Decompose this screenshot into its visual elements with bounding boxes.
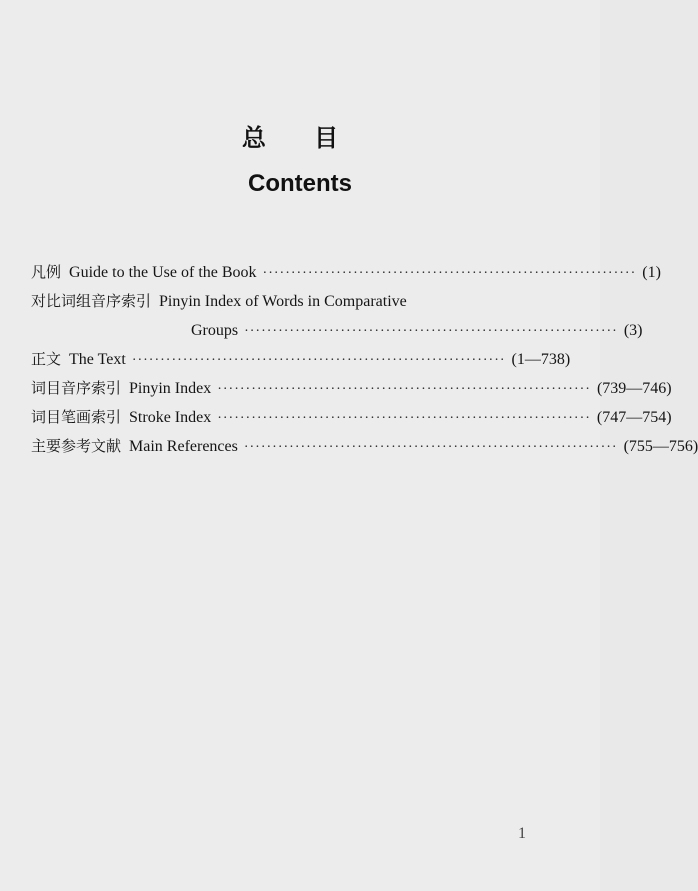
toc-row-stroke-index[interactable] (31, 403, 672, 432)
toc-label-en: Pinyin Index of Words in Comparative (159, 293, 407, 310)
toc-row-pinyin-index[interactable] (31, 374, 672, 403)
toc-label-cn: 正文 (31, 350, 62, 368)
toc-page: (1) (642, 264, 661, 281)
leader-dots: ·································································· (131, 353, 506, 368)
toc-label-cn: 对比词组音序索引 (31, 292, 152, 310)
page-number: 1 (518, 825, 526, 842)
toc-label-en: Pinyin Index (129, 380, 212, 397)
toc-page: (739—746) (596, 380, 672, 397)
leader-dots: ·································································· (243, 440, 618, 455)
leader-dots: ·································································· (262, 266, 637, 281)
toc-row-pinyin-comparative-cont[interactable] (31, 316, 643, 345)
table-of-contents (31, 258, 698, 461)
page-title-cn: 总 目 (241, 124, 359, 152)
toc-label-cn: 主要参考文献 (31, 437, 122, 455)
toc-page: (3) (623, 322, 643, 339)
toc-page: (1—738) (511, 351, 571, 368)
toc-label-en: Main References (129, 438, 238, 455)
leader-dots: ·································································· (217, 411, 591, 426)
toc-row-text[interactable] (31, 345, 571, 374)
toc-row-references[interactable] (31, 432, 698, 461)
toc-page: (755—756) (623, 438, 698, 455)
toc-row-guide[interactable] (31, 258, 661, 287)
toc-row-pinyin-comparative[interactable] (31, 287, 529, 316)
toc-label-cn: 凡例 (31, 263, 62, 281)
toc-page: (747—754) (596, 409, 672, 426)
page-title-en: Contents (248, 170, 352, 197)
toc-label-cn: 词目笔画索引 (31, 408, 122, 426)
toc-label-en: Stroke Index (129, 409, 212, 426)
leader-dots: ·································································· (244, 324, 618, 339)
toc-label-en: Groups (191, 322, 239, 339)
toc-label-en: The Text (69, 351, 126, 368)
leader-dots: ·································································· (217, 382, 591, 397)
toc-label-cn: 词目音序索引 (31, 379, 122, 397)
toc-label-en: Guide to the Use of the Book (69, 264, 257, 281)
